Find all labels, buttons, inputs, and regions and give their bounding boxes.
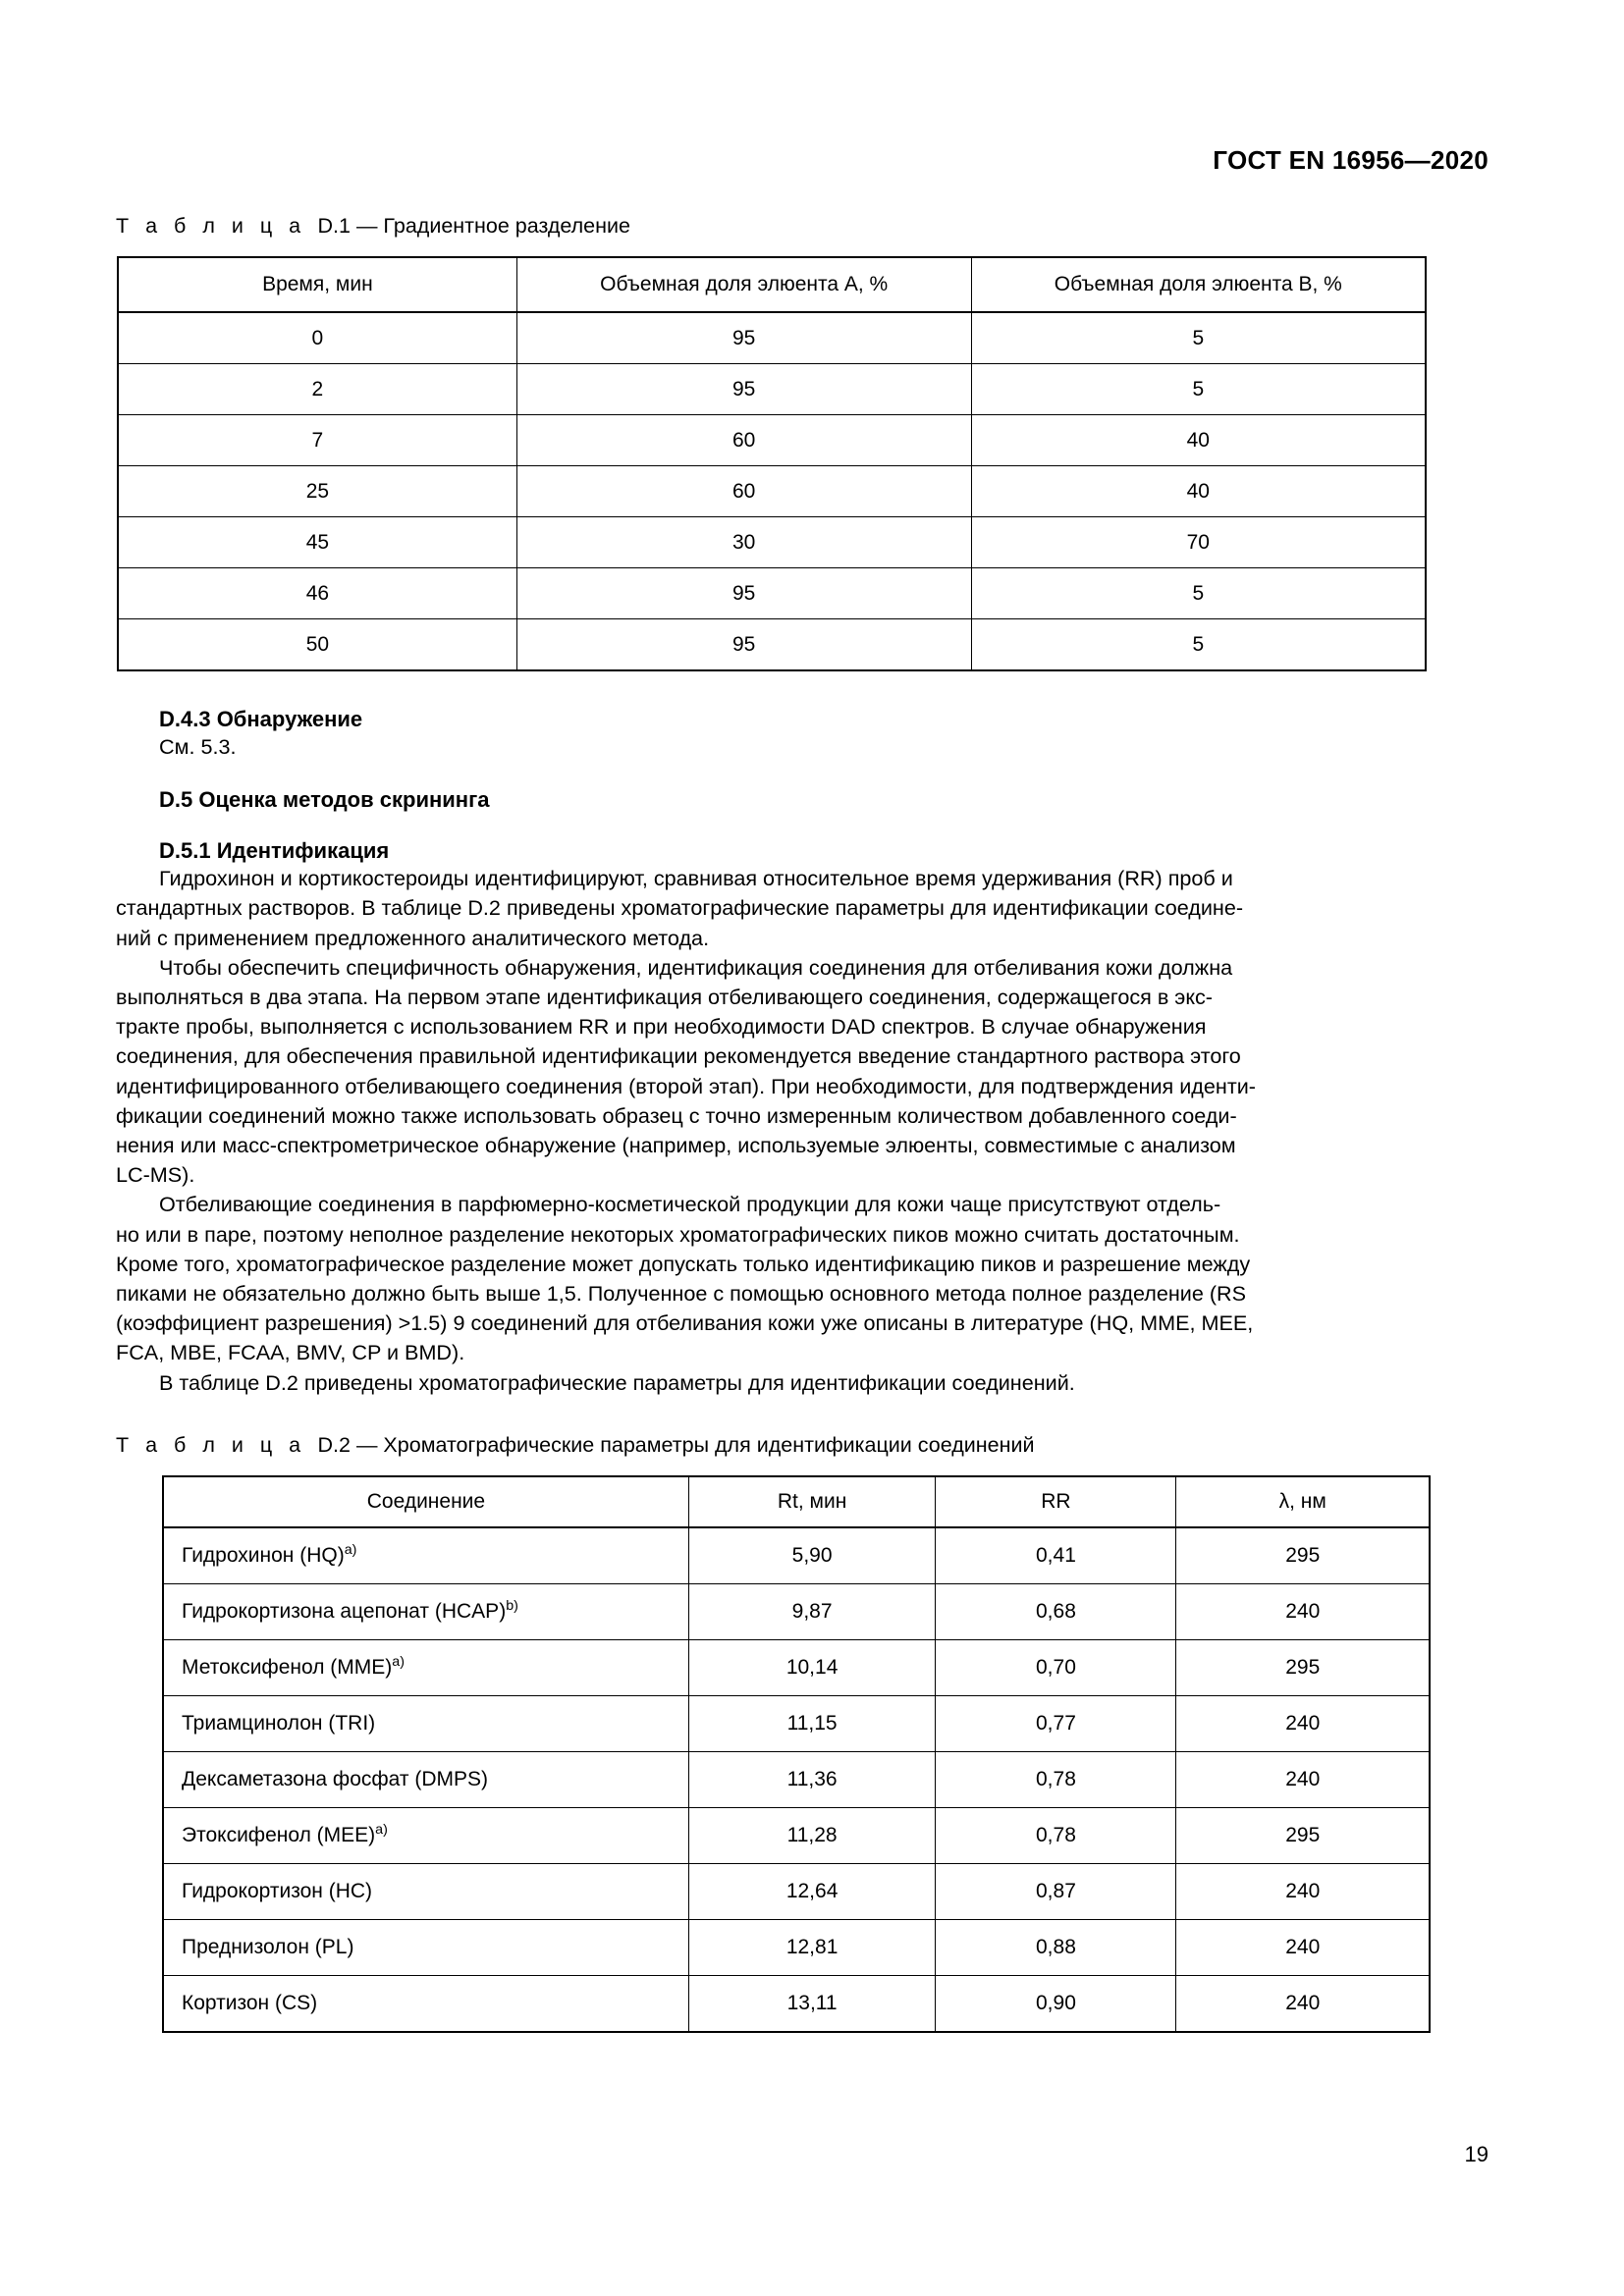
cell-eluent-a: 95 bbox=[516, 568, 971, 619]
paragraph-line: фикации соединений можно также использовать образец с точно измеренным количеством добавленного соеди- bbox=[116, 1102, 1237, 1128]
paragraph-line: Кроме того, хроматографическое разделение может допускать только идентификацию пиков и разрешение между bbox=[116, 1251, 1251, 1276]
cell-rr: 0,90 bbox=[936, 1975, 1176, 2032]
cell-rt: 10,14 bbox=[688, 1639, 936, 1695]
table-row bbox=[163, 1695, 1430, 1751]
cell-eluent-b: 5 bbox=[971, 364, 1426, 415]
cell-lambda: 240 bbox=[1176, 1919, 1430, 1975]
table-d2-caption-text: D.2 — Хроматографические параметры для идентификации соединений bbox=[317, 1432, 1035, 1457]
cell-rt: 13,11 bbox=[688, 1975, 936, 2032]
cell-time: 25 bbox=[118, 466, 516, 517]
table-row bbox=[163, 1583, 1430, 1639]
compound-name: Триамцинолон (TRI) bbox=[182, 1711, 376, 1735]
cell-time: 0 bbox=[118, 312, 516, 364]
cell-compound bbox=[163, 1751, 688, 1807]
compound-name: Гидрохинон (HQ) bbox=[182, 1543, 345, 1567]
page-header-standard-number: ГОСТ EN 16956—2020 bbox=[1213, 145, 1489, 175]
cell-compound bbox=[163, 1863, 688, 1919]
table-d1-caption bbox=[116, 214, 1490, 239]
cell-compound bbox=[163, 1583, 688, 1639]
table-row bbox=[163, 1639, 1430, 1695]
table-d2-col-rt: Rt, мин bbox=[688, 1476, 936, 1527]
cell-eluent-b: 40 bbox=[971, 466, 1426, 517]
cell-rt: 11,28 bbox=[688, 1807, 936, 1863]
paragraph-line: FCA, MBE, FCAA, BMV, CP и BMD). bbox=[116, 1340, 465, 1365]
compound-name: Дексаметазона фосфат (DMPS) bbox=[182, 1767, 488, 1790]
compound-name: Гидрокортизон (HC) bbox=[182, 1879, 373, 1902]
cell-rr: 0,41 bbox=[936, 1527, 1176, 1584]
table-row bbox=[118, 312, 1426, 364]
cell-eluent-a: 95 bbox=[516, 364, 971, 415]
paragraph-line: но или в паре, поэтому неполное разделение некоторых хроматографических пиков можно считать достаточным. bbox=[116, 1221, 1240, 1247]
cell-time: 46 bbox=[118, 568, 516, 619]
paragraph-line: стандартных растворов. В таблице D.2 приведены хроматографические параметры для идентификации соедине- bbox=[116, 895, 1244, 921]
cell-eluent-b: 40 bbox=[971, 415, 1426, 466]
cell-rr: 0,77 bbox=[936, 1695, 1176, 1751]
paragraph-line: Чтобы обеспечить специфичность обнаружения, идентификация соединения для отбеливания кожи должна bbox=[159, 954, 1233, 980]
paragraph-line: идентифицированного отбеливающего соединения (второй этап). При необходимости, для подтверждения иденти- bbox=[116, 1073, 1256, 1098]
cell-rr: 0,87 bbox=[936, 1863, 1176, 1919]
paragraph-line: нения или масс-спектрометрическое обнаружение (например, используемые элюенты, совместимые с анализом bbox=[116, 1133, 1236, 1158]
cell-rr: 0,88 bbox=[936, 1919, 1176, 1975]
table-row bbox=[118, 364, 1426, 415]
heading-d5: D.5 Оценка методов скрининга bbox=[159, 787, 490, 813]
cell-lambda: 240 bbox=[1176, 1751, 1430, 1807]
cell-rt: 5,90 bbox=[688, 1527, 936, 1584]
page-content bbox=[116, 214, 1490, 2033]
paragraph-line: тракте пробы, выполняется с использованием RR и при необходимости DAD спектров. В случае обнаружения bbox=[116, 1014, 1207, 1040]
cell-lambda: 240 bbox=[1176, 1975, 1430, 2032]
footnote-marker: a) bbox=[392, 1653, 405, 1670]
compound-name: Преднизолон (PL) bbox=[182, 1935, 354, 1958]
table-row bbox=[118, 517, 1426, 568]
cell-compound bbox=[163, 1807, 688, 1863]
table-row bbox=[163, 1919, 1430, 1975]
footnote-marker: a) bbox=[344, 1541, 357, 1558]
table-row bbox=[118, 619, 1426, 671]
table-row bbox=[118, 466, 1426, 517]
cell-time: 45 bbox=[118, 517, 516, 568]
table-d1-caption-text: D.1 — Градиентное разделение bbox=[317, 214, 630, 238]
table-row bbox=[163, 1527, 1430, 1584]
cell-time: 50 bbox=[118, 619, 516, 671]
paragraph-line: LC-MS). bbox=[116, 1162, 195, 1188]
paragraph-line: Гидрохинон и кортикостероиды идентифицируют, сравнивая относительное время удерживания (RR) проб и bbox=[159, 866, 1233, 891]
paragraph-line: (коэффициент разрешения) >1.5) 9 соединений для отбеливания кожи уже описаны в литературе (HQ, MME, MEE, bbox=[116, 1310, 1254, 1336]
cell-rt: 12,64 bbox=[688, 1863, 936, 1919]
cell-compound bbox=[163, 1975, 688, 2032]
table-d1-col-eluent-a: Объемная доля элюента А, % bbox=[516, 257, 971, 312]
cell-lambda: 240 bbox=[1176, 1583, 1430, 1639]
table-d2-col-rr: RR bbox=[936, 1476, 1176, 1527]
table-d1-col-time: Время, мин bbox=[118, 257, 516, 312]
table-row bbox=[163, 1863, 1430, 1919]
cell-rr: 0,70 bbox=[936, 1639, 1176, 1695]
compound-name: Этоксифенол (MEE) bbox=[182, 1823, 376, 1846]
footnote-marker: b) bbox=[506, 1597, 518, 1614]
table-d2-caption bbox=[116, 1433, 1490, 1458]
cell-rr: 0,78 bbox=[936, 1751, 1176, 1807]
table-row bbox=[118, 568, 1426, 619]
paragraph-line: выполняться в два этапа. На первом этапе идентификация отбеливающего соединения, содержащегося в экс- bbox=[116, 985, 1214, 1010]
table-d2-header-row bbox=[163, 1476, 1430, 1527]
cell-rt: 12,81 bbox=[688, 1919, 936, 1975]
cell-lambda: 240 bbox=[1176, 1863, 1430, 1919]
cell-eluent-b: 5 bbox=[971, 568, 1426, 619]
cell-rt: 11,36 bbox=[688, 1751, 936, 1807]
paragraph-line: ний с применением предложенного аналитического метода. bbox=[116, 925, 710, 950]
compound-name: Гидрокортизона ацепонат (HCAP) bbox=[182, 1599, 507, 1623]
paragraph-line: пиками не обязательно должно быть выше 1,5. Полученное с помощью основного метода полное разделение (RS bbox=[116, 1281, 1247, 1307]
compound-name: Кортизон (CS) bbox=[182, 1991, 318, 2014]
cell-eluent-b: 5 bbox=[971, 312, 1426, 364]
cell-eluent-a: 95 bbox=[516, 312, 971, 364]
cell-rt: 9,87 bbox=[688, 1583, 936, 1639]
cell-rt: 11,15 bbox=[688, 1695, 936, 1751]
table-d2-col-lambda: λ, нм bbox=[1176, 1476, 1430, 1527]
compound-name: Метоксифенол (MME) bbox=[182, 1655, 393, 1679]
cell-eluent-a: 60 bbox=[516, 415, 971, 466]
paragraph-line: В таблице D.2 приведены хроматографические параметры для идентификации соединений. bbox=[159, 1369, 1075, 1395]
cell-compound bbox=[163, 1527, 688, 1584]
cell-lambda: 240 bbox=[1176, 1695, 1430, 1751]
table-row bbox=[163, 1807, 1430, 1863]
cell-compound bbox=[163, 1695, 688, 1751]
footnote-marker: a) bbox=[375, 1821, 388, 1838]
cell-eluent-a: 60 bbox=[516, 466, 971, 517]
table-d1-col-eluent-b: Объемная доля элюента В, % bbox=[971, 257, 1426, 312]
cell-compound bbox=[163, 1919, 688, 1975]
cell-time: 7 bbox=[118, 415, 516, 466]
table-row bbox=[118, 415, 1426, 466]
table-row bbox=[163, 1751, 1430, 1807]
cell-rr: 0,78 bbox=[936, 1807, 1176, 1863]
paragraph-line: соединения, для обеспечения правильной идентификации рекомендуется введение стандартного раствора этого bbox=[116, 1043, 1241, 1069]
cell-lambda: 295 bbox=[1176, 1807, 1430, 1863]
cell-rr: 0,68 bbox=[936, 1583, 1176, 1639]
cell-compound bbox=[163, 1639, 688, 1695]
table-row bbox=[163, 1975, 1430, 2032]
cell-eluent-a: 30 bbox=[516, 517, 971, 568]
cell-eluent-b: 70 bbox=[971, 517, 1426, 568]
heading-d51: D.5.1 Идентификация bbox=[159, 838, 390, 864]
heading-d43: D.4.3 Обнаружение bbox=[159, 707, 363, 731]
table-d2-col-compound: Соединение bbox=[163, 1476, 688, 1527]
cell-time: 2 bbox=[118, 364, 516, 415]
table-d1-caption-label: Т а б л и ц а bbox=[116, 214, 306, 238]
table-d2-chromatographic-parameters bbox=[162, 1475, 1431, 2033]
table-d1-header-row bbox=[118, 257, 1426, 312]
cell-lambda: 295 bbox=[1176, 1639, 1430, 1695]
paragraph-line: Отбеливающие соединения в парфюмерно-косметической продукции для кожи чаще присутствуют отдель- bbox=[159, 1192, 1221, 1217]
cell-eluent-b: 5 bbox=[971, 619, 1426, 671]
page-number: 19 bbox=[1464, 2142, 1489, 2166]
cell-eluent-a: 95 bbox=[516, 619, 971, 671]
table-d1-gradient-separation bbox=[117, 256, 1427, 671]
cell-lambda: 295 bbox=[1176, 1527, 1430, 1584]
text-d43-body: См. 5.3. bbox=[159, 734, 237, 759]
table-d2-caption-label: Т а б л и ц а bbox=[116, 1432, 306, 1457]
